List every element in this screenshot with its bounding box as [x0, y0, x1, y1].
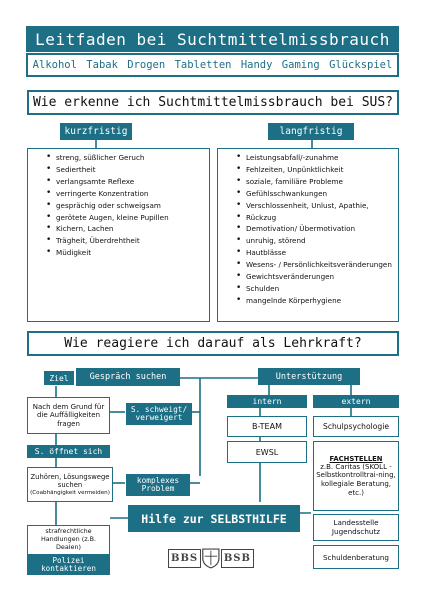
label-kurzfristig: kurzfristig — [60, 123, 132, 140]
list-item: • Gewichtsveränderungen — [246, 271, 394, 283]
extern-label: extern — [313, 395, 399, 408]
list-item: • Schulden — [246, 283, 394, 295]
topic-drogen: Drogen — [127, 59, 166, 71]
unterstuetzung-label: Unterstützung — [258, 368, 360, 385]
list-item: • Fehlzeiten, Unpünktlichkeit — [246, 164, 394, 176]
list-item: • streng, süßlicher Geruch — [56, 152, 203, 164]
topic-gluecksspiel: Glückspiel — [329, 59, 393, 71]
question-recognize-text: Wie erkenne ich Suchtmittelmissbrauch bei SUS? — [32, 95, 394, 110]
page-title: Leitfaden bei Suchtmittelmissbrauch — [35, 29, 390, 49]
gespraech-label: Gespräch suchen — [76, 368, 180, 386]
bteam-box: B-TEAM — [227, 416, 307, 437]
topic-alkohol: Alkohol — [32, 59, 77, 71]
list-item: • Wesens- / Persönlichkeitsveränderungen — [246, 259, 394, 271]
list-item: • Müdigkeit — [56, 247, 203, 259]
topic-gaming: Gaming — [281, 59, 320, 71]
label-langfristig: langfristig — [268, 123, 354, 140]
short-term-list — [27, 148, 210, 322]
schulden-box: Schuldenberatung — [313, 545, 399, 569]
selbsthilfe-banner: Hilfe zur SELBSTHILFE — [128, 505, 300, 532]
komplex-label: komplexes Problem — [126, 474, 190, 496]
list-item: • soziale, familiäre Probleme — [246, 176, 394, 188]
list-item: • verlangsamte Reflexe — [56, 176, 203, 188]
list-item: • Sediertheit — [56, 164, 203, 176]
crest-icon — [201, 546, 221, 570]
ewsl-box: EWSL — [227, 441, 307, 463]
list-item: • mangelnde Körperhygiene — [246, 295, 394, 307]
schweigt-label: S. schweigt/ verweigert — [126, 403, 192, 425]
question-recognize — [27, 90, 399, 115]
intern-label: intern — [227, 395, 307, 408]
list-item: • verringerte Konzentration — [56, 188, 203, 200]
zuhoeren-box: Zuhören, Lösungswege suchen (Coabhängigkeit vermeiden) — [27, 467, 113, 502]
ziel-label: Ziel — [44, 371, 74, 385]
list-item: • gesprächig oder schweigsam — [56, 200, 203, 212]
list-item: • Demotivation/ Übermotivation — [246, 223, 394, 235]
oeffnet-label: S. öffnet sich — [27, 445, 110, 458]
fachstellen-box: FACHSTELLEN z.B. Caritas (SKOLL - Selbstkontrolltrai-ning, kollegiale Beratung, etc.) — [313, 441, 399, 511]
topics-bar — [26, 53, 399, 77]
polizei-label: Polizei kontaktieren — [27, 555, 110, 575]
list-item: • Leistungsabfall/-zunahme — [246, 152, 394, 164]
list-item: • Trägheit, Überdrehtheit — [56, 235, 203, 247]
straf-box: strafrechtliche Handlungen (z.B. Dealen) — [27, 525, 110, 555]
list-item: • Kichern, Lachen — [56, 223, 203, 235]
title-banner — [26, 26, 399, 52]
grund-box: Nach dem Grund für die Auffälligkeiten fragen — [27, 397, 110, 434]
landesstelle-box: Landesstelle Jugendschutz — [313, 514, 399, 541]
long-term-list — [217, 148, 399, 322]
list-item: • gerötete Augen, kleine Pupillen — [56, 212, 203, 224]
logo-right-text: BSB — [221, 549, 254, 568]
list-item: • Gefühlsschwankungen — [246, 188, 394, 200]
logo-left-text: BBS — [168, 549, 201, 568]
list-item: • Hautblässe — [246, 247, 394, 259]
list-item: • unruhig, störend — [246, 235, 394, 247]
list-item: • Rückzug — [246, 212, 394, 224]
schulpsych-box: Schulpsychologie — [313, 416, 399, 437]
bbs-bsb-logo — [168, 545, 254, 571]
topic-tabletten: Tabletten — [174, 59, 232, 71]
topic-tabak: Tabak — [86, 59, 118, 71]
question-react — [27, 331, 399, 356]
list-item: • Verschlossenheit, Unlust, Apathie, — [246, 200, 394, 212]
question-react-text: Wie reagiere ich darauf als Lehrkraft? — [64, 336, 362, 351]
topic-handy: Handy — [240, 59, 273, 71]
